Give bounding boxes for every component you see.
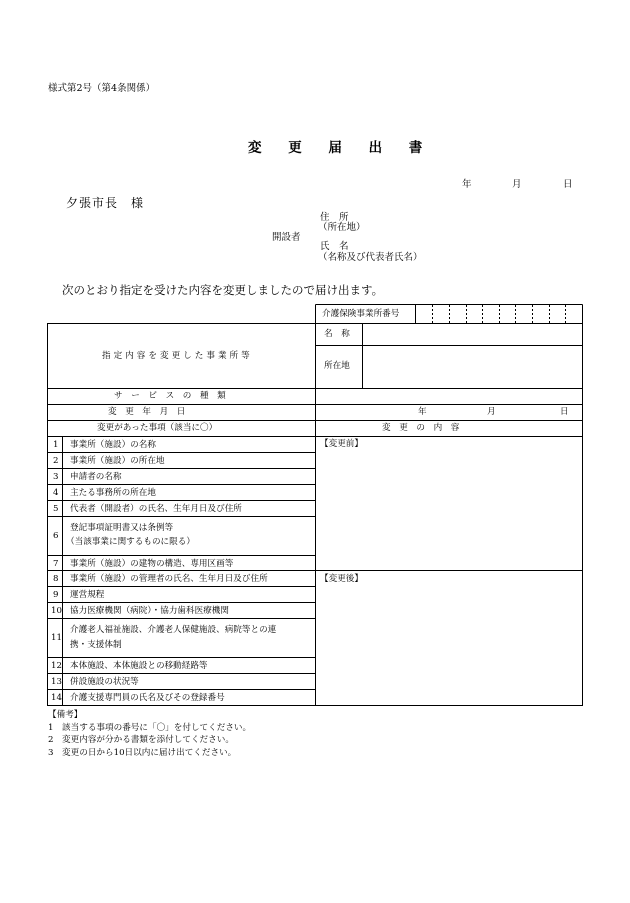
item-text: 事業所（施設）の名称: [70, 440, 156, 450]
item-number: 4: [53, 488, 59, 498]
name-label: 氏 名: [320, 241, 349, 252]
change-date-label: 変 更 年 月 日: [108, 407, 186, 417]
addressee: 夕張市長 様: [66, 196, 145, 210]
item-number: 13: [51, 677, 62, 687]
name-sublabel: （名称及び代表者氏名）: [318, 252, 423, 263]
item-text: 申請者の名称: [70, 472, 122, 482]
item-number: 3: [53, 472, 59, 482]
item-number: 6: [53, 531, 59, 541]
intro-statement: 次のとおり指定を受けた内容を変更しましたので届け出ます。: [62, 283, 384, 297]
item-text: 本体施設、本体施設との移動経路等: [70, 661, 208, 671]
date-day: 日: [563, 179, 573, 190]
item-number: 11: [51, 633, 62, 643]
change-date-month: 月: [487, 407, 496, 417]
note-item: 1 該当する事項の番号に「〇」を付してください。: [48, 722, 252, 733]
document-title: 変 更 届 出 書: [248, 140, 434, 156]
item-text: 運営規程: [70, 590, 105, 600]
service-type-label: サ ー ビ ス の 種 類: [114, 391, 226, 401]
item-text: 介護支援専門員の氏名及びその登録番号: [70, 693, 225, 703]
date-month: 月: [512, 179, 522, 190]
note-item: 3 変更の日から10日以内に届け出てください。: [48, 747, 237, 758]
address-label: 住 所: [320, 212, 349, 223]
notes-heading: 【備考】: [48, 710, 83, 720]
item-text: 事業所（施設）の所在地: [70, 456, 165, 466]
item-number: 12: [51, 661, 62, 671]
item-text: 主たる事務所の所在地: [70, 488, 156, 498]
item-text: 介護老人福祉施設、介護老人保健施設、病院等との連: [70, 625, 277, 635]
changed-items-label: 変更があった事項（該当に〇）: [97, 423, 218, 433]
item-number: 9: [53, 590, 59, 600]
form-number: 様式第2号（第4条関係）: [48, 83, 156, 94]
item-number: 10: [51, 606, 62, 616]
item-text: 登記事項証明書又は条例等: [70, 523, 174, 533]
item-text-line2: 携・支援体制: [70, 640, 122, 650]
item-number: 14: [51, 693, 62, 703]
notes-section: [48, 709, 251, 759]
item-number: 8: [53, 574, 59, 584]
change-date-year: 年: [418, 407, 427, 417]
facility-location-label: 所在地: [324, 361, 350, 371]
item-text: 協力医療機関（病院）・協力歯科医療機関: [70, 606, 229, 616]
item-text-line2: （当該事業に関するものに限る）: [66, 537, 195, 547]
item-text: 事業所（施設）の建物の構造、専用区画等: [70, 559, 234, 569]
item-number: 2: [53, 456, 59, 466]
applicant-role: 開設者: [272, 232, 301, 243]
address-sublabel: （所在地）: [318, 222, 366, 233]
change-content-label: 変 更 の 内 容: [382, 423, 460, 433]
item-text: 併設施設の状況等: [70, 677, 139, 687]
care-insurance-number-label: 介護保険事業所番号: [322, 309, 400, 319]
after-change-label: 【変更後】: [320, 574, 363, 584]
item-text: 代表者（開設者）の氏名、生年月日及び住所: [70, 504, 242, 514]
note-item: 2 変更内容が分かる書類を添付してください。: [48, 735, 234, 746]
item-number: 1: [53, 440, 59, 450]
item-number: 7: [53, 559, 59, 569]
change-date-day: 日: [560, 407, 569, 417]
item-number: 5: [53, 504, 59, 514]
before-change-label: 【変更前】: [320, 439, 363, 449]
facility-label: 指定内容を変更した事業所等: [102, 351, 253, 361]
item-text: 事業所（施設）の管理者の氏名、生年月日及び住所: [70, 574, 268, 584]
facility-name-label: 名 称: [324, 329, 350, 339]
date-year: 年: [462, 179, 472, 190]
